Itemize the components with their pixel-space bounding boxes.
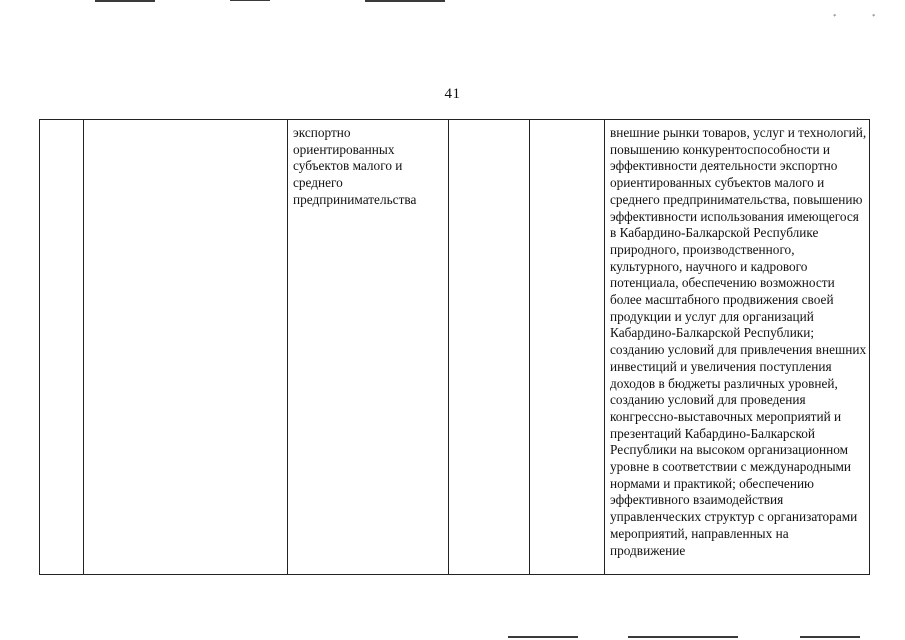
scan-artifact-top-mid	[230, 0, 270, 1]
table-cell-indicator	[288, 120, 449, 575]
scan-artifact-top-left	[95, 0, 155, 2]
table-cell-value-a	[449, 120, 530, 575]
scan-artifact-speck: ﾞ	[833, 15, 838, 26]
scan-artifact-speck: ﾞ	[872, 15, 877, 26]
table-cell-name	[84, 120, 288, 575]
scan-artifact-bottom-mid	[628, 636, 738, 638]
scan-artifact-bottom-left	[508, 636, 578, 638]
table-cell-description	[605, 120, 870, 575]
table-row	[40, 120, 870, 575]
table-cell-value-b	[530, 120, 605, 575]
cell-text: внешние рынки товаров, услуг и технологий, повышению конкурентоспособности и эффективности деятельности экспортно ориентированных субъектов малого и среднего предпринимательства, повышению эффективности использования имеющегося в Кабардино-Балкарской Республике природного, производственного, культурного, научного и кадрового потенциала, обеспечению возможности более масштабного продвижения своей продукции и услуг для организаций Кабардино-Балкарской Республики; созданию условий для привлечения внешних инвестиций и увеличения поступления доходов в бюджеты различных уровней, созданию условий для проведения конгрессно-выставочных мероприятий и презентаций Кабардино-Балкарской Республики на высоком организационном уровне в соответствии с международными нормами и практикой; обеспечению эффективного взаимодействия управленческих структур с организаторами мероприятий, направленных на продвижение	[610, 125, 867, 558]
scan-artifact-bottom-right	[800, 636, 860, 638]
table-cell-number	[40, 120, 84, 575]
cell-text: экспортно ориентированных субъектов малого и среднего предпринимательства	[293, 125, 417, 207]
document-table	[39, 119, 870, 575]
scan-artifact-top-right	[365, 0, 445, 2]
page-number: 41	[444, 86, 461, 102]
